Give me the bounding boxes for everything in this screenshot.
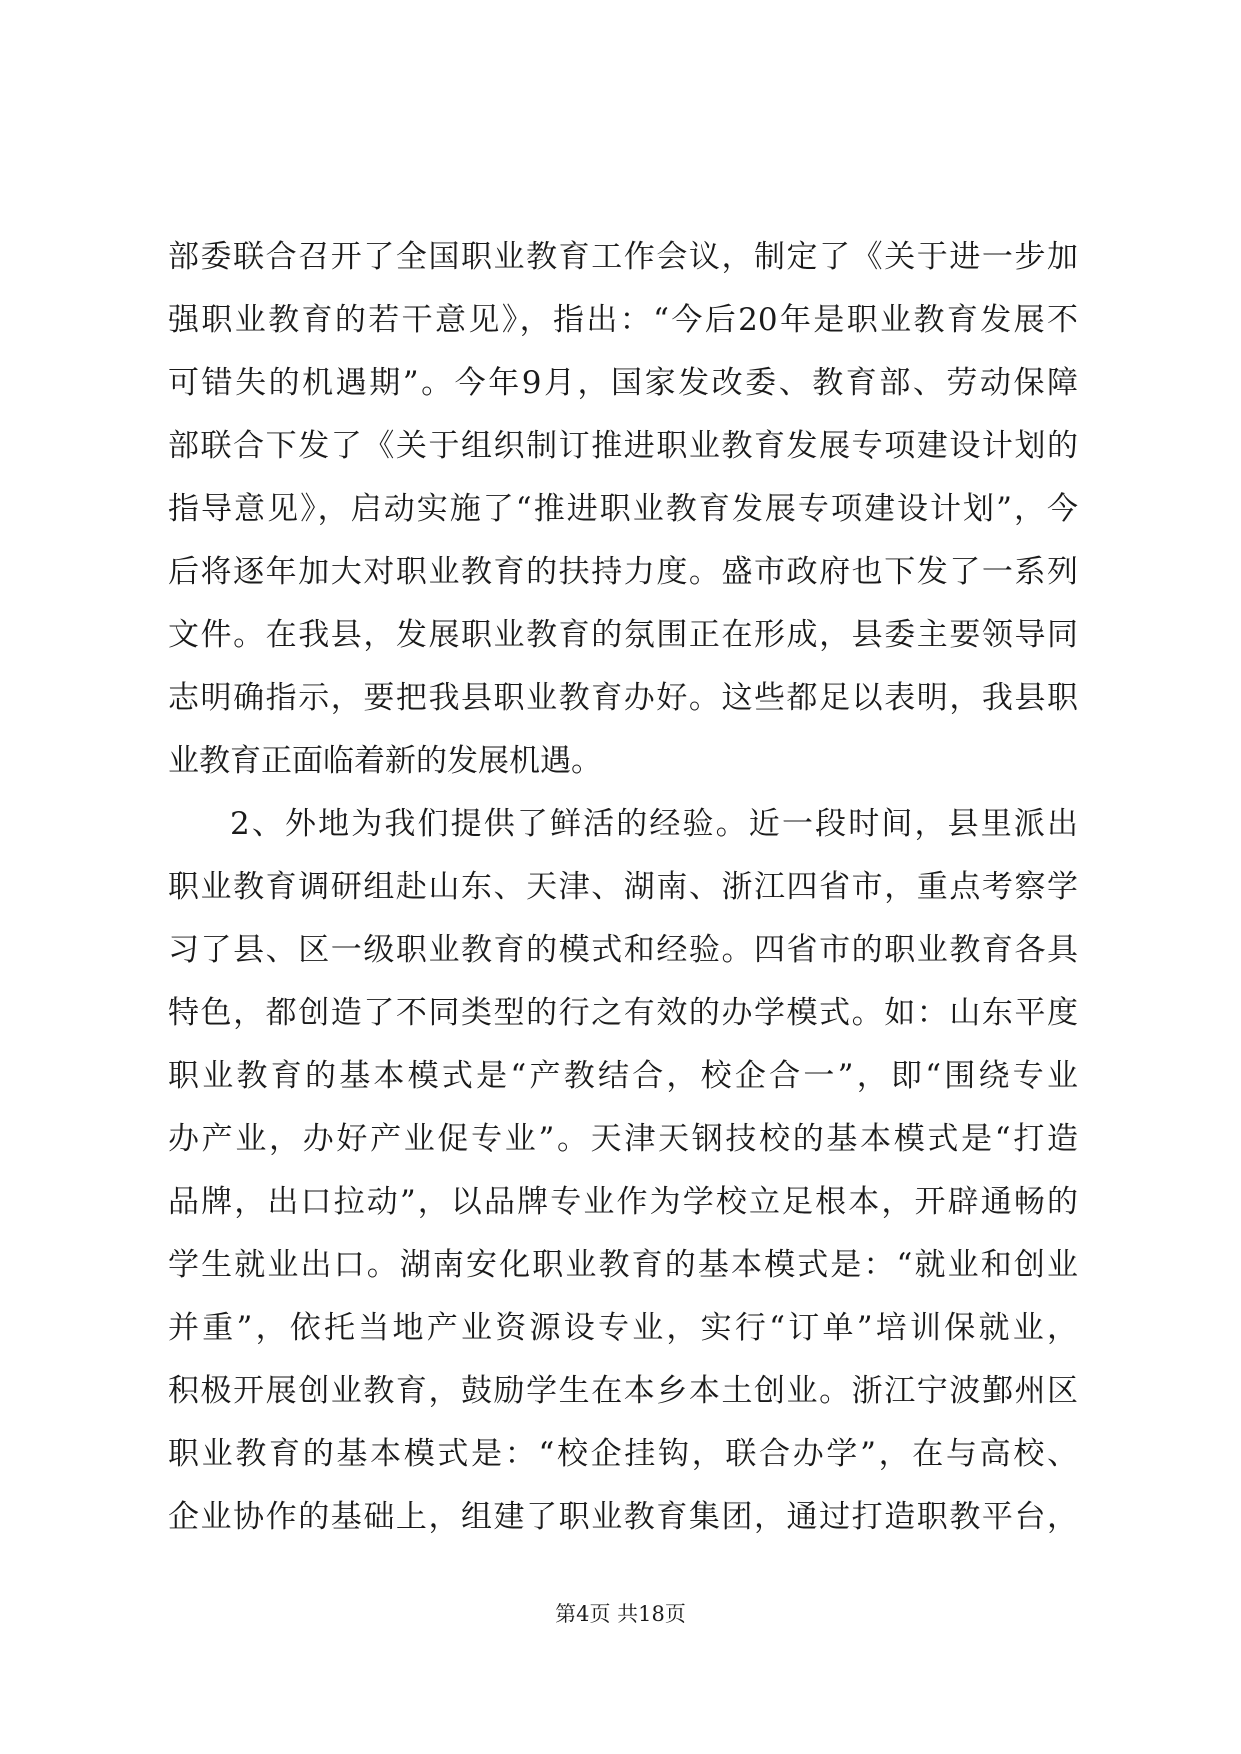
text-line: 职业教育的基本模式是：“校企挂钩，联合办学”，在与高校、	[168, 1436, 1078, 1472]
text-line: 指导意见》，启动实施了“推进职业教育发展专项建设计划”，今	[168, 491, 1078, 527]
text-line: 职业教育调研组赴山东、天津、湖南、浙江四省市，重点考察学	[168, 869, 1078, 905]
text-line: 志明确指示，要把我县职业教育办好。这些都足以表明，我县职	[168, 680, 1078, 716]
body-text	[168, 226, 1078, 1549]
text-line: 企业协作的基础上，组建了职业教育集团，通过打造职教平台，	[168, 1499, 1078, 1535]
text-line: 部联合下发了《关于组织制订推进职业教育发展专项建设计划的	[168, 428, 1078, 464]
text-line: 后将逐年加大对职业教育的扶持力度。盛市政府也下发了一系列	[168, 554, 1078, 590]
text-line: 积极开展创业教育，鼓励学生在本乡本土创业。浙江宁波鄞州区	[168, 1373, 1078, 1409]
text-line: 职业教育的基本模式是“产教结合，校企合一”，即“围绕专业	[168, 1058, 1078, 1094]
text-line: 学生就业出口。湖南安化职业教育的基本模式是：“就业和创业	[168, 1247, 1078, 1283]
text-line: 特色，都创造了不同类型的行之有效的办学模式。如：山东平度	[168, 995, 1078, 1031]
text-line: 部委联合召开了全国职业教育工作会议，制定了《关于进一步加	[168, 239, 1078, 275]
text-line: 习了县、区一级职业教育的模式和经验。四省市的职业教育各具	[168, 932, 1078, 968]
page-number-footer: 第4页 共18页	[555, 1602, 686, 1626]
text-line: 并重”，依托当地产业资源设专业，实行“订单”培训保就业，	[168, 1310, 1078, 1346]
text-line: 文件。在我县，发展职业教育的氛围正在形成，县委主要领导同	[168, 617, 1078, 653]
text-line: 强职业教育的若干意见》，指出：“今后20年是职业教育发展不	[168, 302, 1078, 338]
text-line: 办产业，办好产业促专业”。天津天钢技校的基本模式是“打造	[168, 1121, 1078, 1157]
text-line: 可错失的机遇期”。今年9月，国家发改委、教育部、劳动保障	[168, 365, 1078, 401]
text-line: 品牌，出口拉动”，以品牌专业作为学校立足根本，开辟通畅的	[168, 1184, 1078, 1220]
paragraph-start-line: 2、外地为我们提供了鲜活的经验。近一段时间，县里派出	[230, 806, 1078, 842]
paragraph-end-line: 业教育正面临着新的发展机遇。	[168, 743, 602, 779]
